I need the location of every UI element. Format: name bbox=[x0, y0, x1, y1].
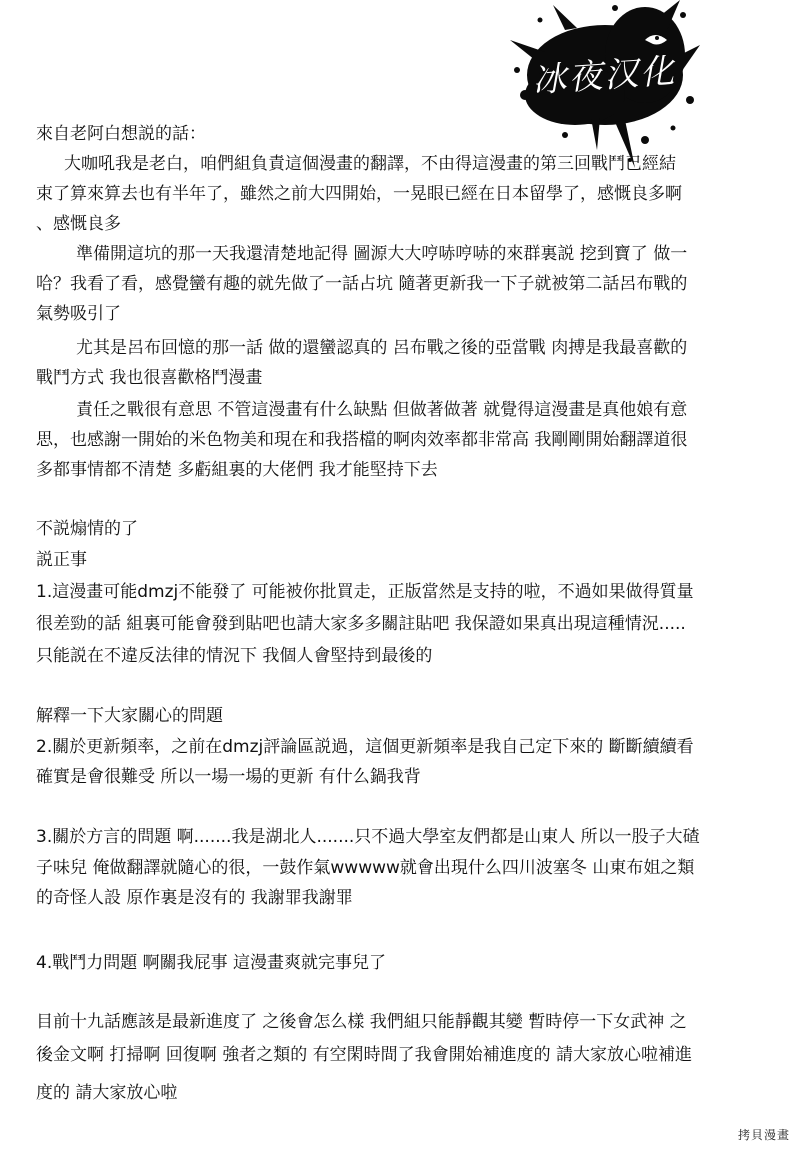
text-line: 目前十九話應該是最新進度了 之後會怎么樣 我們組只能靜觀其變 暫時停一下女武神 之 bbox=[36, 1012, 687, 1032]
text-line: 只能説在不違反法律的情況下 我個人會堅持到最後的 bbox=[36, 646, 433, 666]
text-line: 不説煽情的了 bbox=[36, 519, 138, 539]
text-line: 確實是會很難受 所以一場一場的更新 有什么鍋我背 bbox=[36, 767, 421, 787]
text-line: 準備開這坑的那一天我還清楚地記得 圖源大大哼哧哼哧的來群裏説 挖到寶了 做一 bbox=[76, 244, 688, 264]
text-line: 後金文啊 打掃啊 回復啊 強者之類的 有空閑時間了我會開始補進度的 請大家放心啦補進 bbox=[36, 1045, 693, 1065]
text-line: 3.關於方言的問題 啊.......我是湖北人.......只不過大學室友們都是山東人 所以一股子大碴 bbox=[36, 827, 700, 847]
text-line: 1.這漫畫可能dmzj不能發了 可能被你批買走，正版當然是支持的啦，不過如果做得質量 bbox=[36, 582, 694, 602]
text-line: 説正事 bbox=[36, 550, 87, 570]
text-line: 來自老阿白想説的話： bbox=[36, 124, 206, 144]
text-line: 4.戰鬥力問題 啊關我屁事 這漫畫爽就完事兒了 bbox=[36, 953, 387, 973]
text-line: 尤其是呂布回憶的那一話 做的還蠻認真的 呂布戰之後的亞當戰 肉搏是我最喜歡的 bbox=[76, 338, 688, 358]
text-line: 、感慨良多 bbox=[36, 214, 121, 234]
text-line: 度的 請大家放心啦 bbox=[36, 1083, 178, 1103]
text-line: 解釋一下大家關心的問題 bbox=[36, 706, 223, 726]
text-line: 的奇怪人設 原作裏是沒有的 我謝罪我謝罪 bbox=[36, 888, 353, 908]
text-line: 戰鬥方式 我也很喜歡格鬥漫畫 bbox=[36, 368, 263, 388]
text-line: 責任之戰很有意思 不管這漫畫有什么缺點 但做著做著 就覺得這漫畫是真他娘有意 bbox=[76, 400, 688, 420]
watermark: 拷貝漫畫 bbox=[737, 1128, 790, 1142]
text-line: 大咖吼我是老白，咱們組負責這個漫畫的翻譯，不由得這漫畫的第三回戰鬥已經結 bbox=[64, 154, 676, 174]
text-line: 很差勁的話 組裏可能會發到貼吧也請大家多多關註貼吧 我保證如果真出現這種情況..... bbox=[36, 614, 686, 634]
text-line: 多都事情都不清楚 多虧組裏的大佬們 我才能堅持下去 bbox=[36, 460, 438, 480]
text-line: 2.關於更新頻率，之前在dmzj評論區説過，這個更新頻率是我自己定下來的 斷斷續續看 bbox=[36, 737, 694, 757]
text-line: 束了算來算去也有半年了，雖然之前大四開始，一晃眼已經在日本留學了，感慨良多啊 bbox=[36, 184, 682, 204]
text-line: 思，也感謝一開始的米色物美和現在和我搭檔的啊肉效率都非常高 我剛剛開始翻譯道很 bbox=[36, 430, 688, 450]
text-line: 氣勢吸引了 bbox=[36, 304, 121, 324]
text-line: 哈？我看了看，感覺蠻有趣的就先做了一話占坑 隨著更新我一下子就被第二話呂布戰的 bbox=[36, 274, 688, 294]
text-line: 子味兒 俺做翻譯就隨心的很，一鼓作氣wwwww就會出現什么四川波塞冬 山東布姐之類 bbox=[36, 858, 695, 878]
logo-text: 冰夜汉化 bbox=[531, 51, 678, 101]
